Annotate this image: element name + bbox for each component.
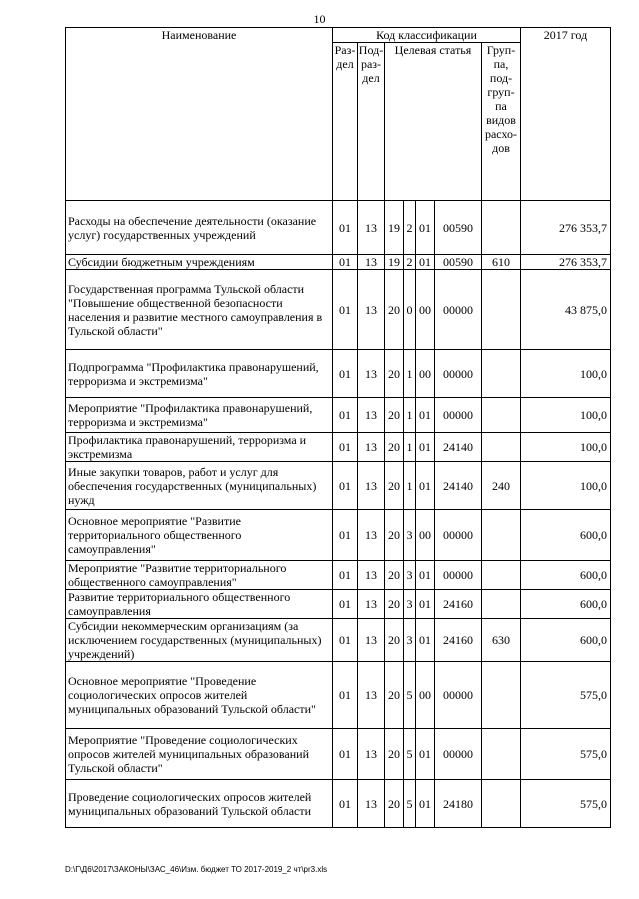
row-amount: 600,0 bbox=[521, 619, 611, 662]
row-podrazdel: 13 bbox=[358, 462, 385, 510]
row-cs-program: 20 bbox=[385, 398, 404, 433]
table-row bbox=[66, 433, 611, 462]
table-row bbox=[66, 462, 611, 510]
row-cs-subprogram: 5 bbox=[404, 780, 416, 828]
row-cs-subprogram: 1 bbox=[404, 350, 416, 398]
row-amount: 100,0 bbox=[521, 433, 611, 462]
row-podrazdel: 13 bbox=[358, 590, 385, 619]
header-year: 2017 год bbox=[521, 28, 611, 201]
table-row bbox=[66, 201, 611, 255]
row-vid-raskhodov bbox=[482, 270, 521, 350]
row-cs-direction: 24140 bbox=[435, 462, 482, 510]
row-podrazdel: 13 bbox=[358, 255, 385, 270]
row-podrazdel: 13 bbox=[358, 662, 385, 729]
row-name: Развитие территориального общественного самоуправления bbox=[66, 590, 333, 619]
header-podrazdel: Под- раз- дел bbox=[358, 43, 385, 201]
row-cs-subprogram: 5 bbox=[404, 662, 416, 729]
row-cs-direction: 00000 bbox=[435, 398, 482, 433]
row-vid-raskhodov bbox=[482, 510, 521, 561]
row-name: Основное мероприятие "Развитие территориального общественного самоуправления" bbox=[66, 510, 333, 561]
row-amount: 575,0 bbox=[521, 729, 611, 780]
row-podrazdel: 13 bbox=[358, 619, 385, 662]
row-podrazdel: 13 bbox=[358, 510, 385, 561]
table-row bbox=[66, 561, 611, 590]
row-cs-subprogram: 2 bbox=[404, 201, 416, 255]
row-cs-event: 01 bbox=[416, 619, 435, 662]
row-name: Мероприятие "Развитие территориального общественного самоуправления" bbox=[66, 561, 333, 590]
row-razdel: 01 bbox=[333, 201, 358, 255]
file-path-footer: D:\Г\Д6\2017\ЗАКОНЫ\ЗАС_46\Изм. бюджет ТО 2017-2019_2 чт\pr3.xls bbox=[65, 865, 328, 874]
row-podrazdel: 13 bbox=[358, 561, 385, 590]
row-cs-program: 20 bbox=[385, 590, 404, 619]
row-cs-event: 01 bbox=[416, 255, 435, 270]
row-cs-direction: 00000 bbox=[435, 270, 482, 350]
row-cs-subprogram: 2 bbox=[404, 255, 416, 270]
row-razdel: 01 bbox=[333, 398, 358, 433]
row-razdel: 01 bbox=[333, 662, 358, 729]
row-cs-program: 20 bbox=[385, 433, 404, 462]
row-name: Государственная программа Тульской области "Повышение общественной безопасности населения и развитие местного самоуправления в Тульской области" bbox=[66, 270, 333, 350]
row-razdel: 01 bbox=[333, 462, 358, 510]
row-vid-raskhodov: 240 bbox=[482, 462, 521, 510]
row-cs-program: 20 bbox=[385, 729, 404, 780]
row-podrazdel: 13 bbox=[358, 201, 385, 255]
row-amount: 100,0 bbox=[521, 350, 611, 398]
header-gruppa: Груп- па, под- груп- па видов расхо- дов bbox=[482, 43, 521, 201]
row-cs-program: 20 bbox=[385, 561, 404, 590]
row-vid-raskhodov bbox=[482, 433, 521, 462]
row-vid-raskhodov bbox=[482, 561, 521, 590]
row-cs-subprogram: 1 bbox=[404, 398, 416, 433]
row-cs-event: 00 bbox=[416, 350, 435, 398]
row-amount: 600,0 bbox=[521, 561, 611, 590]
row-razdel: 01 bbox=[333, 780, 358, 828]
row-cs-program: 20 bbox=[385, 780, 404, 828]
row-cs-subprogram: 3 bbox=[404, 619, 416, 662]
table-row bbox=[66, 619, 611, 662]
row-cs-direction: 24140 bbox=[435, 433, 482, 462]
row-vid-raskhodov bbox=[482, 590, 521, 619]
table-row bbox=[66, 780, 611, 828]
row-vid-raskhodov bbox=[482, 729, 521, 780]
row-name: Мероприятие "Профилактика правонарушений, терроризма и экстремизма" bbox=[66, 398, 333, 433]
header-tselevaya: Целевая статья bbox=[385, 43, 482, 201]
row-razdel: 01 bbox=[333, 561, 358, 590]
row-razdel: 01 bbox=[333, 510, 358, 561]
row-cs-program: 20 bbox=[385, 270, 404, 350]
row-amount: 575,0 bbox=[521, 662, 611, 729]
row-vid-raskhodov bbox=[482, 662, 521, 729]
row-razdel: 01 bbox=[333, 729, 358, 780]
row-name: Субсидии некоммерческим организациям (за исключением государственных (муниципальных) учреждений) bbox=[66, 619, 333, 662]
row-podrazdel: 13 bbox=[358, 729, 385, 780]
row-vid-raskhodov bbox=[482, 398, 521, 433]
row-cs-event: 01 bbox=[416, 201, 435, 255]
row-razdel: 01 bbox=[333, 433, 358, 462]
row-cs-program: 20 bbox=[385, 510, 404, 561]
table-body bbox=[66, 201, 611, 828]
row-name: Мероприятие "Проведение социологических опросов жителей муниципальных образований Тульской области" bbox=[66, 729, 333, 780]
table-row bbox=[66, 662, 611, 729]
row-cs-direction: 00590 bbox=[435, 255, 482, 270]
row-cs-event: 01 bbox=[416, 561, 435, 590]
row-cs-program: 20 bbox=[385, 462, 404, 510]
row-cs-event: 01 bbox=[416, 462, 435, 510]
row-amount: 600,0 bbox=[521, 590, 611, 619]
row-cs-event: 00 bbox=[416, 270, 435, 350]
row-cs-direction: 24180 bbox=[435, 780, 482, 828]
row-razdel: 01 bbox=[333, 619, 358, 662]
row-cs-event: 00 bbox=[416, 510, 435, 561]
row-razdel: 01 bbox=[333, 590, 358, 619]
row-name: Иные закупки товаров, работ и услуг для обеспечения государственных (муниципальных) нужд bbox=[66, 462, 333, 510]
row-cs-subprogram: 1 bbox=[404, 462, 416, 510]
row-cs-program: 20 bbox=[385, 662, 404, 729]
row-podrazdel: 13 bbox=[358, 398, 385, 433]
page-number: 10 bbox=[313, 12, 326, 26]
row-cs-direction: 00000 bbox=[435, 510, 482, 561]
row-amount: 600,0 bbox=[521, 510, 611, 561]
row-name: Основное мероприятие "Проведение социологических опросов жителей муниципальных образований Тульской области" bbox=[66, 662, 333, 729]
table-row bbox=[66, 590, 611, 619]
row-vid-raskhodov bbox=[482, 201, 521, 255]
row-name: Расходы на обеспечение деятельности (оказание услуг) государственных учреждений bbox=[66, 201, 333, 255]
row-cs-direction: 24160 bbox=[435, 619, 482, 662]
row-podrazdel: 13 bbox=[358, 270, 385, 350]
row-name: Подпрограмма "Профилактика правонарушений, терроризма и экстремизма" bbox=[66, 350, 333, 398]
row-cs-event: 01 bbox=[416, 780, 435, 828]
row-podrazdel: 13 bbox=[358, 433, 385, 462]
row-amount: 575,0 bbox=[521, 780, 611, 828]
row-amount: 276 353,7 bbox=[521, 255, 611, 270]
row-cs-program: 19 bbox=[385, 201, 404, 255]
row-name: Проведение социологических опросов жителей муниципальных образований Тульской области bbox=[66, 780, 333, 828]
row-cs-subprogram: 1 bbox=[404, 433, 416, 462]
row-amount: 100,0 bbox=[521, 462, 611, 510]
row-vid-raskhodov: 610 bbox=[482, 255, 521, 270]
row-name: Профилактика правонарушений, терроризма и экстремизма bbox=[66, 433, 333, 462]
row-razdel: 01 bbox=[333, 255, 358, 270]
row-vid-raskhodov bbox=[482, 780, 521, 828]
table-row bbox=[66, 729, 611, 780]
budget-table bbox=[65, 27, 611, 828]
table-row bbox=[66, 510, 611, 561]
row-cs-program: 20 bbox=[385, 350, 404, 398]
table-row bbox=[66, 350, 611, 398]
row-amount: 276 353,7 bbox=[521, 201, 611, 255]
row-cs-subprogram: 3 bbox=[404, 510, 416, 561]
header-razdel: Раз- дел bbox=[333, 43, 358, 201]
row-cs-direction: 00000 bbox=[435, 729, 482, 780]
row-amount: 100,0 bbox=[521, 398, 611, 433]
table-row bbox=[66, 255, 611, 270]
row-cs-program: 19 bbox=[385, 255, 404, 270]
row-podrazdel: 13 bbox=[358, 350, 385, 398]
header-name: Наименование bbox=[66, 28, 333, 201]
row-cs-subprogram: 3 bbox=[404, 590, 416, 619]
row-cs-event: 01 bbox=[416, 729, 435, 780]
row-cs-direction: 00000 bbox=[435, 662, 482, 729]
row-cs-event: 01 bbox=[416, 398, 435, 433]
row-razdel: 01 bbox=[333, 350, 358, 398]
row-cs-event: 01 bbox=[416, 433, 435, 462]
table-row bbox=[66, 398, 611, 433]
row-vid-raskhodov bbox=[482, 350, 521, 398]
row-cs-program: 20 bbox=[385, 619, 404, 662]
row-cs-subprogram: 0 bbox=[404, 270, 416, 350]
row-cs-event: 00 bbox=[416, 662, 435, 729]
row-cs-direction: 00000 bbox=[435, 350, 482, 398]
header-code: Код классификации bbox=[333, 28, 521, 43]
row-cs-event: 01 bbox=[416, 590, 435, 619]
table-row bbox=[66, 270, 611, 350]
row-cs-direction: 00590 bbox=[435, 201, 482, 255]
row-amount: 43 875,0 bbox=[521, 270, 611, 350]
row-podrazdel: 13 bbox=[358, 780, 385, 828]
row-cs-direction: 00000 bbox=[435, 561, 482, 590]
row-cs-subprogram: 3 bbox=[404, 561, 416, 590]
row-razdel: 01 bbox=[333, 270, 358, 350]
row-vid-raskhodov: 630 bbox=[482, 619, 521, 662]
row-cs-direction: 24160 bbox=[435, 590, 482, 619]
row-cs-subprogram: 5 bbox=[404, 729, 416, 780]
row-name: Субсидии бюджетным учреждениям bbox=[66, 255, 333, 270]
